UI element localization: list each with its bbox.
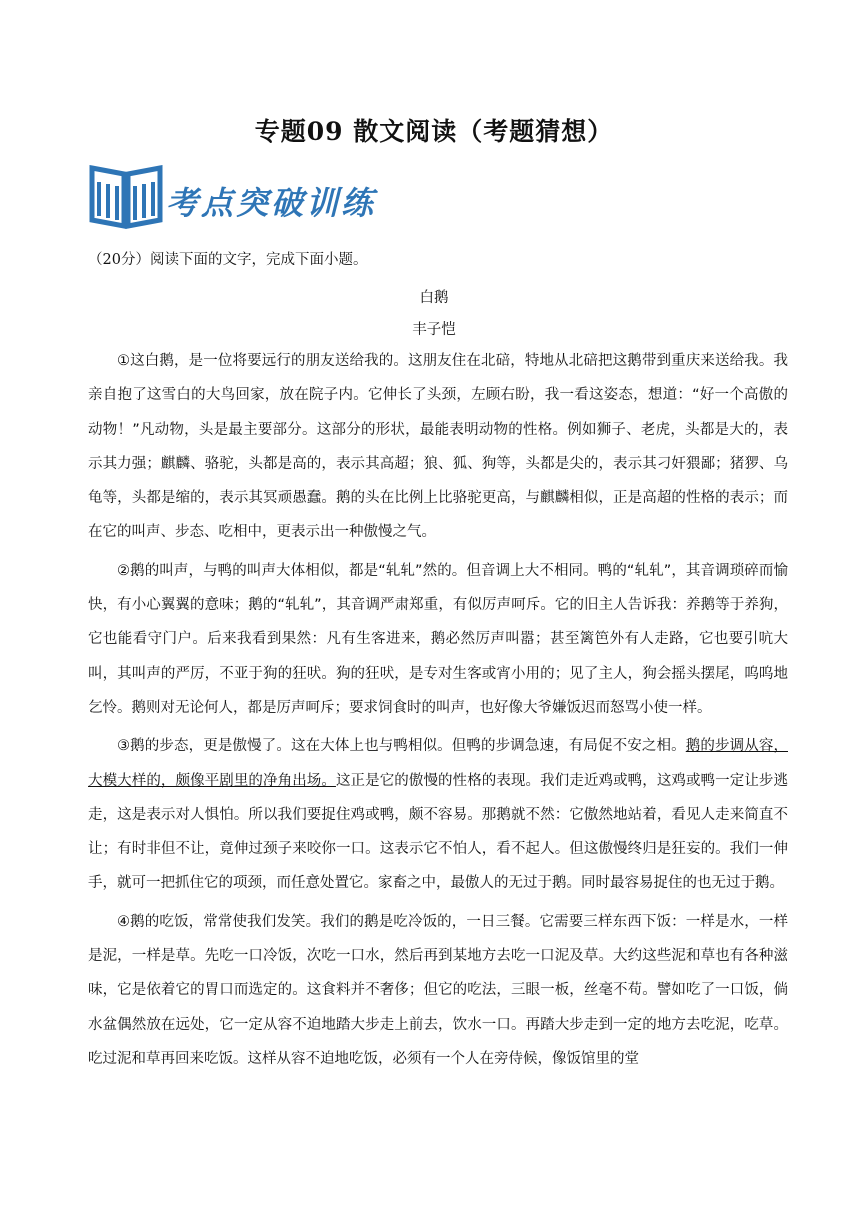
section-banner [88, 160, 388, 232]
paragraph-3 [88, 729, 788, 900]
banner-text: 考点突破训练 [166, 184, 377, 222]
underlined-sentence: 鹅的步调从容，大模大样的，颇像平剧里的净角出场。 [88, 738, 788, 789]
open-book-icon [88, 160, 164, 232]
question-intro: （20分）阅读下面的文字，完成下面小题。 [88, 252, 368, 268]
paragraph-1: ①这白鹅，是一位将要远行的朋友送给我的。这朋友住在北碚，特地从北碚把这鹅带到重庆来送给我。我亲自抱了这雪白的大鸟回家，放在院子内。它伸长了头颈，左顾右盼，我一看这姿态，想道：“好一个高傲的动物！”凡动物，头是最主要部分。这部分的形状，最能表明动物的性格。例如狮子、老虎，头都是大的，表示其力强；麒麟、骆驼，头都是高的，表示其高超；狼、狐、狗等，头都是尖的，表示其刁奸猥鄙；猪猡、乌龟等，头都是缩的，表示其冥顽愚蠢。鹅的头在比例上比骆驼更高，与麒麟相似，正是高超的性格的表示；而在它的叫声、步态、吃相中，更表示出一种傲慢之气。 [88, 353, 788, 541]
paragraph-3-after: 这正是它的傲慢的性格的表现。我们走近鸡或鸭，这鸡或鸭一定让步逃走，这是表示对人惧怕。所以我们要捉住鸡或鸭，颇不容易。那鹅就不然：它傲然地站着，看见人走来简直不让；有时非但不让，竟伸过颈子来咬你一口。这表示它不怕人，看不起人。但这傲慢终归是狂妄的。我们一伸手，就可一把抓住它的项颈，而任意处置它。家畜之中，最傲人的无过于鹅。同时最容易捉住的也无过于鹅。 [88, 772, 789, 892]
essay-body [88, 344, 788, 1080]
document-title: 专题09 散文阅读（考题猜想） [254, 117, 614, 146]
paragraph-2: ②鹅的叫声，与鸭的叫声大体相似，都是“轧轧”然的。但音调上大不相同。鸭的“轧轧”，其音调琐碎而愉快，有小心翼翼的意味；鹅的“轧轧”，其音调严肃郑重，有似厉声呵斥。它的旧主人告诉我：养鹅等于养狗，它也能看守门户。后来我看到果然：凡有生客进来，鹅必然厉声叫嚣；甚至篱笆外有人走路，它也要引吭大叫，其叫声的严厉，不亚于狗的狂吠。狗的狂吠，是专对生客或宵小用的；见了主人，狗会摇头摆尾，呜呜地乞怜。鹅则对无论何人，都是厉声呵斥；要求饲食时的叫声，也好像大爷嫌饭迟而怒骂小使一样。 [88, 562, 788, 716]
paragraph-4: ④鹅的吃饭，常常使我们发笑。我们的鹅是吃冷饭的，一日三餐。它需要三样东西下饭：一样是水，一样是泥，一样是草。先吃一口冷饭，次吃一口水，然后再到某地方去吃一口泥及草。大约这些泥和草也有各种滋味，它是依着它的胃口而选定的。这食料并不奢侈；但它的吃法，三眼一板，丝毫不苟。譬如吃了一口饭，倘水盆偶然放在远处，它一定从容不迫地踏大步走上前去，饮水一口。再踏大步走到一定的地方去吃泥，吃草。吃过泥和草再回来吃饭。这样从容不迫地吃饭，必须有一个人在旁侍候，像饭馆里的堂 [88, 913, 788, 1067]
paragraph-3-before: ③鹅的步态，更是傲慢了。这在大体上也与鸭相似。但鸭的步调急速，有局促不安之相。 [117, 738, 686, 755]
essay-title: 白鹅 [419, 290, 449, 306]
essay-author: 丰子恺 [412, 322, 456, 338]
